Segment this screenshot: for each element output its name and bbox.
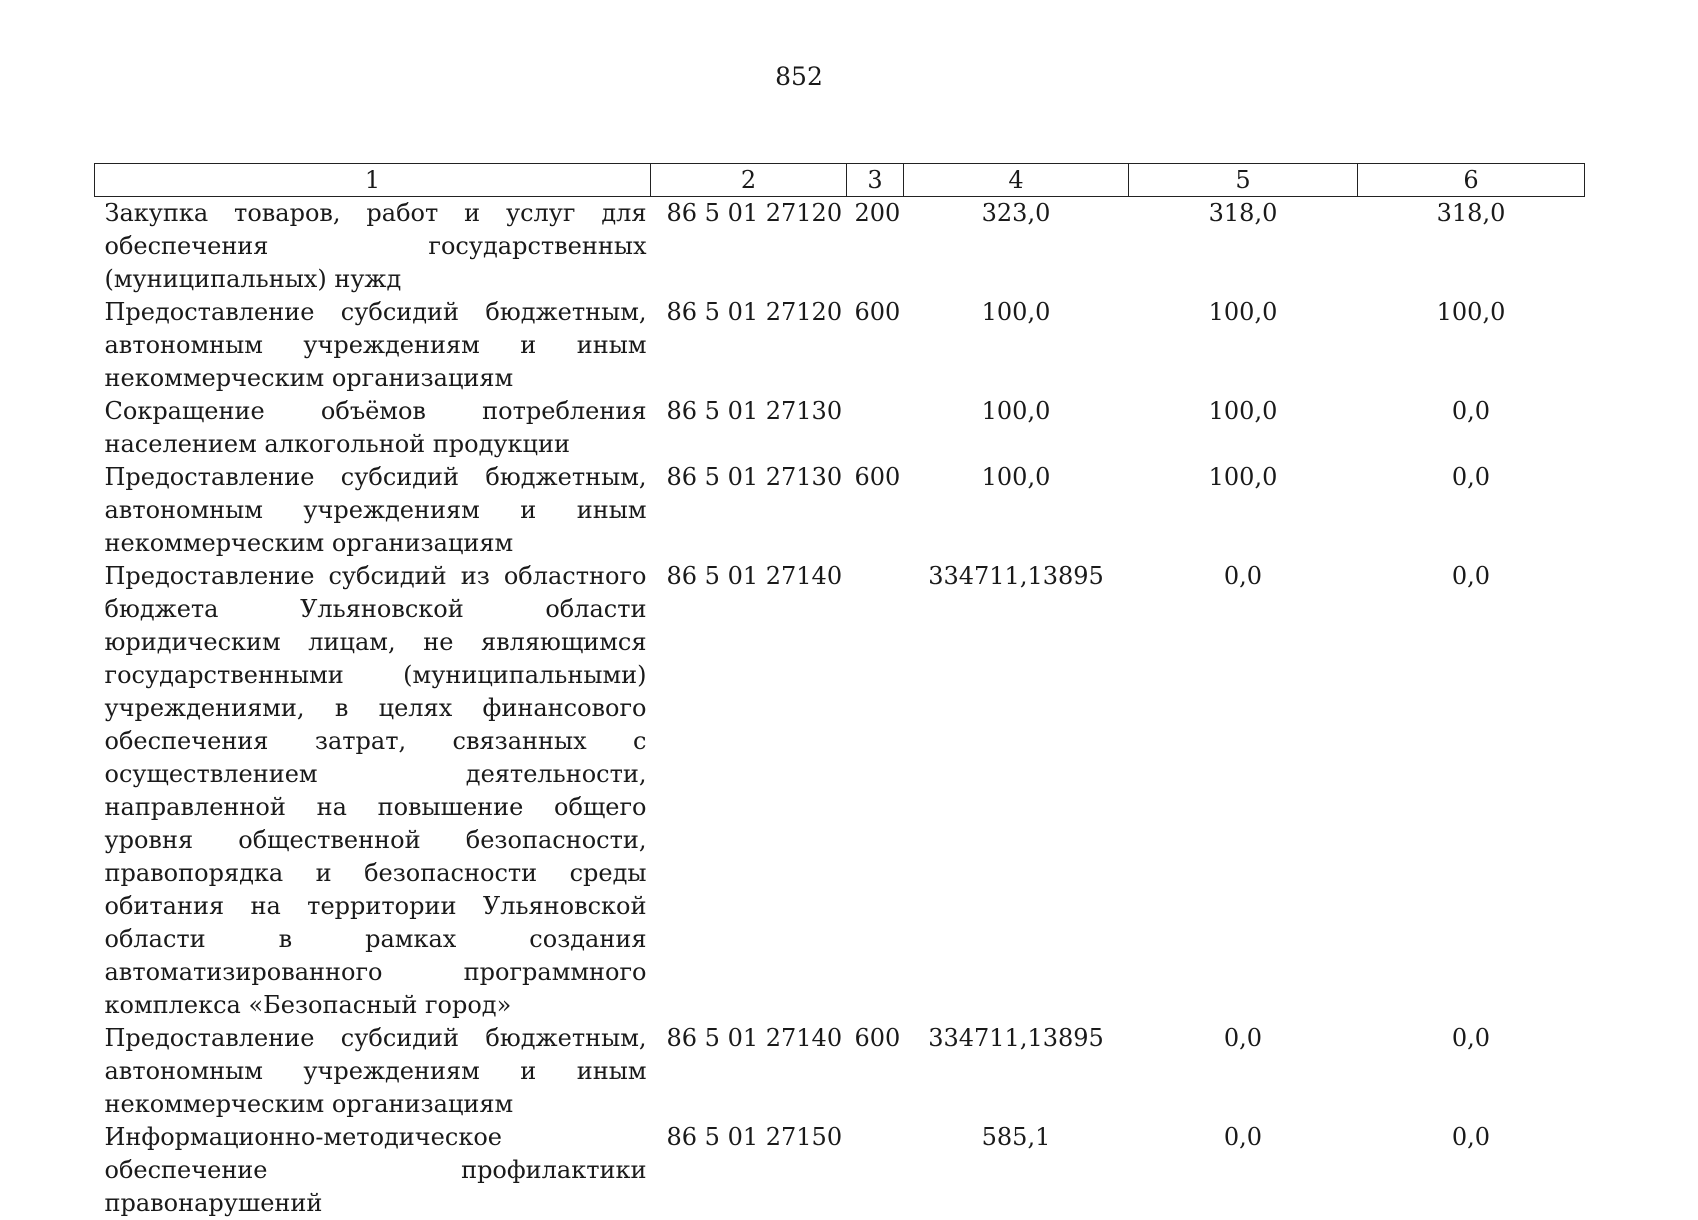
row-type — [847, 395, 904, 461]
row-name: Предоставление субсидий бюджетным, автономным учреждениям и иным некоммерческим организациям — [104, 1024, 647, 1118]
row-code: 86 5 01 27130 — [666, 397, 843, 425]
row-code: 86 5 01 27140 — [666, 1024, 843, 1052]
header-col-4: 4 — [904, 164, 1129, 197]
row-value-6: 0,0 — [1451, 397, 1491, 425]
row-code: 86 5 01 27130 — [666, 463, 843, 491]
row-name: Закупка товаров, работ и услуг для обеспечения государственных (муниципальных) нужд — [104, 199, 647, 293]
table-row — [95, 560, 1585, 1022]
row-value-4: 100,0 — [981, 397, 1051, 425]
table-row — [95, 395, 1585, 461]
row-value-6: 318,0 — [1436, 199, 1506, 227]
row-value-4: 585,1 — [981, 1123, 1051, 1151]
page-number: 852 — [775, 62, 823, 91]
row-code: 86 5 01 27120 — [666, 199, 843, 227]
header-col-3: 3 — [847, 164, 904, 197]
header-col-1: 1 — [95, 164, 651, 197]
row-name: Предоставление субсидий бюджетным, автономным учреждениям и иным некоммерческим организациям — [104, 463, 647, 557]
row-value-4: 100,0 — [981, 463, 1051, 491]
row-type — [847, 560, 904, 1022]
row-value-6: 0,0 — [1451, 463, 1491, 491]
header-col-6: 6 — [1358, 164, 1585, 197]
header-row — [95, 164, 1585, 197]
row-value-4: 100,0 — [981, 298, 1051, 326]
row-value-5: 318,0 — [1208, 199, 1278, 227]
row-type — [847, 1121, 904, 1220]
table-row — [95, 1121, 1585, 1220]
row-name: Предоставление субсидий бюджетным, автономным учреждениям и иным некоммерческим организациям — [104, 298, 647, 392]
row-name: Сокращение объёмов потребления населением алкогольной продукции — [104, 397, 647, 458]
row-value-4: 323,0 — [981, 199, 1051, 227]
row-value-5: 100,0 — [1208, 298, 1278, 326]
table-row — [95, 1022, 1585, 1121]
row-value-5: 100,0 — [1208, 397, 1278, 425]
table-row — [95, 197, 1585, 297]
row-code: 86 5 01 27120 — [666, 298, 843, 326]
table-row — [95, 296, 1585, 395]
row-value-6: 0,0 — [1451, 1123, 1491, 1151]
row-type: 600 — [854, 298, 901, 326]
table-row — [95, 461, 1585, 560]
header-col-2: 2 — [651, 164, 847, 197]
row-type: 600 — [854, 463, 901, 491]
row-value-6: 0,0 — [1451, 562, 1491, 590]
row-type: 200 — [854, 199, 901, 227]
row-value-5: 0,0 — [1223, 1123, 1263, 1151]
header-col-5: 5 — [1129, 164, 1358, 197]
row-value-5: 0,0 — [1223, 1024, 1263, 1052]
row-value-6: 100,0 — [1436, 298, 1506, 326]
budget-table — [94, 163, 1585, 1220]
row-value-4: 334711,13895 — [928, 1024, 1104, 1052]
row-code: 86 5 01 27150 — [666, 1123, 843, 1151]
row-value-6: 0,0 — [1451, 1024, 1491, 1052]
row-type: 600 — [854, 1024, 901, 1052]
row-value-5: 0,0 — [1223, 562, 1263, 590]
row-name: Информационно-методическое обеспечение профилактики правонарушений — [104, 1123, 647, 1217]
row-value-4: 334711,13895 — [928, 562, 1104, 590]
row-code: 86 5 01 27140 — [666, 562, 843, 590]
row-value-5: 100,0 — [1208, 463, 1278, 491]
row-name: Предоставление субсидий из областного бюджета Ульяновской области юридическим лицам, не являющимся государственными (муниципальными) учреждениями, в целях финансового обеспечения затрат, связанных с осуществлением деятельности, направленной на повышение общего уровня общественной безопасности, правопорядка и безопасности среды обитания на территории Ульяновской области в рамках создания автоматизированного программного комплекса «Безопасный город» — [104, 562, 647, 1019]
